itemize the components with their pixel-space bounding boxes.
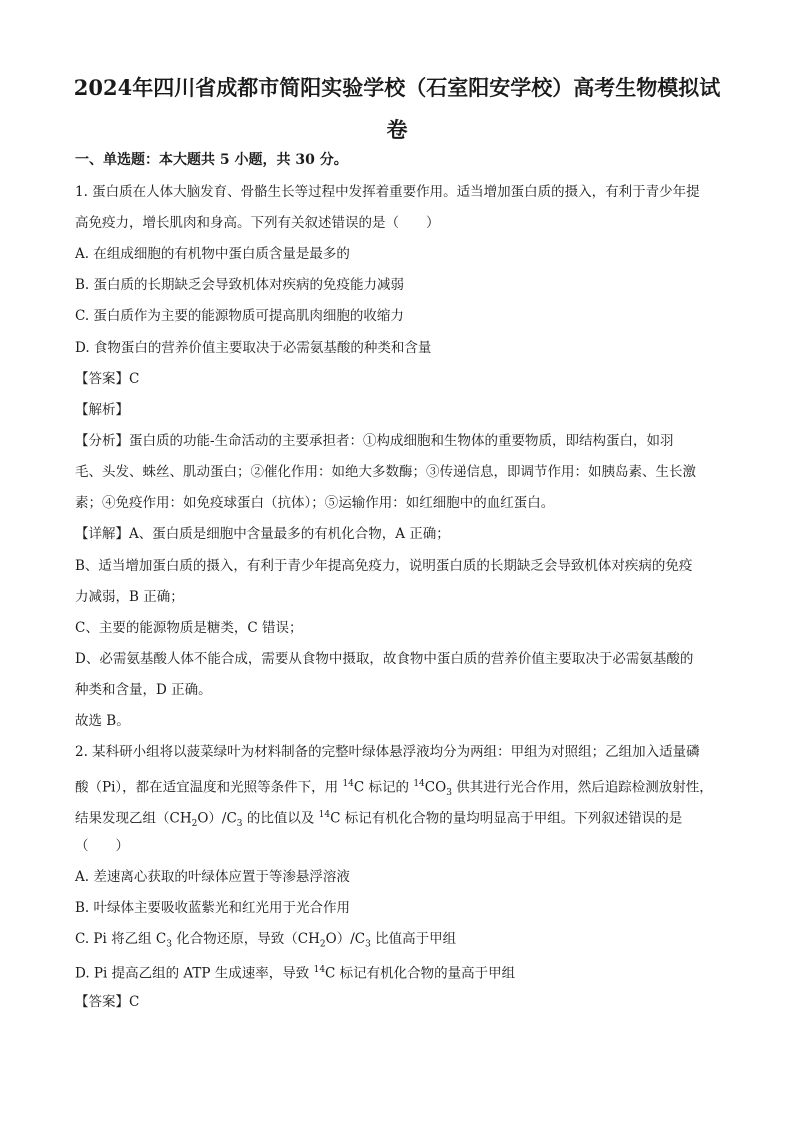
detail-a: A、蛋白质是细胞中含量最多的有机化合物，A 正确； [129, 526, 450, 542]
analysis-tag: 【分析】 [75, 433, 129, 449]
q1-detail-b-cont: 力减弱，B 正确； [75, 589, 184, 605]
isotope-sup: 14 [313, 965, 326, 975]
q2-text: C 标记有机化合物的量高于甲组 [325, 965, 516, 982]
detail-tag: 【详解】 [75, 526, 129, 542]
subscript: 2 [191, 819, 198, 830]
subscript: 3 [365, 939, 371, 950]
q2-option-a: A. 差速离心获取的叶绿体应置于等渗悬浮溶液 [75, 869, 350, 885]
q1-option-b: B. 蛋白质的长期缺乏会导致机体对疾病的免疫能力减弱 [75, 277, 405, 293]
q2-text: 酸（Pi），都在适宜温度和光照等条件下，用 [75, 779, 343, 796]
q2-text: C 标记的 [353, 779, 414, 796]
q1-option-d: D. 食物蛋白的营养价值主要取决于必需氨基酸的种类和含量 [75, 340, 432, 356]
q2-answer [75, 992, 735, 1012]
q2-text: O）/C [197, 810, 237, 827]
answer-tag: 【答案】 [75, 994, 129, 1010]
q1-analysis-cont: 毛、头发、蛛丝、肌动蛋白；②催化作用：如绝大多数酶；③传递信息，即调节作用：如胰岛素、生长激 [75, 464, 696, 480]
q2-text: 的比值以及 [242, 810, 319, 827]
q1-jiexi-tag: 【解析】 [75, 402, 129, 418]
subscript: 3 [236, 819, 243, 830]
isotope-sup: 14 [342, 779, 354, 789]
q2-stem: 2. 某科研小组将以菠菜绿叶为材料制备的完整叶绿体悬浮液均分为两组：甲组为对照组；乙组加入适量磷 [75, 744, 700, 760]
q1-answer [75, 369, 735, 389]
q2-text: C 标记有机化合物的量均明显高于甲组。下列叙述错误的是 [330, 810, 683, 827]
isotope-sup: 14 [318, 810, 331, 820]
subscript: 3 [166, 939, 172, 950]
q2-text: 比值高于甲组 [370, 931, 457, 947]
q2-stem-cont [75, 774, 735, 803]
answer-tag: 【答案】 [75, 371, 129, 387]
q2-text: O）/C [325, 931, 366, 947]
subscript: 3 [446, 788, 452, 799]
q2-option-b: B. 叶绿体主要吸收蓝紫光和红光用于光合作用 [75, 900, 351, 916]
answer-value: C [129, 994, 140, 1010]
q1-stem: 1. 蛋白质在人体大脑发育、骨骼生长等过程中发挥着重要作用。适当增加蛋白质的摄入，有利于青少年提 [75, 184, 700, 200]
q2-text: 化合物还原，导致（CH [171, 931, 320, 947]
isotope-sup: 14 [413, 779, 425, 789]
q2-text: C. Pi 将乙组 C [75, 931, 167, 947]
q1-detail-b: B、适当增加蛋白质的摄入，有利于青少年提高免疫力，说明蛋白质的长期缺乏会导致机体对疾病的免疫 [75, 558, 693, 574]
q1-detail [75, 524, 735, 544]
q2-option-c [75, 929, 735, 955]
q2-text: 结果发现乙组（CH [75, 810, 192, 827]
q2-text: 供其进行光合作用，然后追踪检测放射性， [451, 779, 713, 796]
q2-text: D. Pi 提高乙组的 ATP 生成速率，导致 [75, 965, 314, 982]
q2-option-d [75, 960, 735, 984]
q1-option-a: A. 在组成细胞的有机物中蛋白质含量是最多的 [75, 246, 350, 262]
q2-stem-cont3: （ ） [75, 838, 129, 854]
q2-stem-cont2 [75, 805, 735, 834]
q1-conclusion: 故选 B。 [75, 713, 130, 729]
q1-analysis-cont2: 素；④免疫作用：如免疫球蛋白（抗体）；⑤运输作用：如红细胞中的血红蛋白。 [75, 495, 555, 511]
q1-stem-cont: 高免疫力，增长肌肉和身高。下列有关叙述错误的是（ ） [75, 215, 440, 231]
subscript: 2 [319, 939, 326, 950]
section-heading: 一、单选题：本大题共 5 小题，共 30 分。 [75, 152, 348, 168]
q1-detail-d: D、必需氨基酸人体不能合成，需要从食物中摄取，故食物中蛋白质的营养价值主要取决于必需氨基酸的 [75, 651, 694, 667]
q2-text: CO [424, 779, 447, 796]
q1-detail-c: C、主要的能源物质是糖类，C 错误； [75, 620, 303, 636]
q1-analysis [75, 431, 735, 451]
analysis-text: 蛋白质的功能-生命活动的主要承担者：①构成细胞和生物体的重要物质，即结构蛋白，如羽 [129, 433, 674, 449]
q1-detail-d-cont: 种类和含量，D 正确。 [75, 682, 212, 698]
answer-value: C [129, 371, 140, 387]
q1-option-c: C. 蛋白质作为主要的能源物质可提高肌肉细胞的收缩力 [75, 308, 404, 324]
page-title-continued: 卷 [386, 117, 408, 142]
page-title: 2024年四川省成都市简阳实验学校（石室阳安学校）高考生物模拟试 [73, 75, 721, 100]
